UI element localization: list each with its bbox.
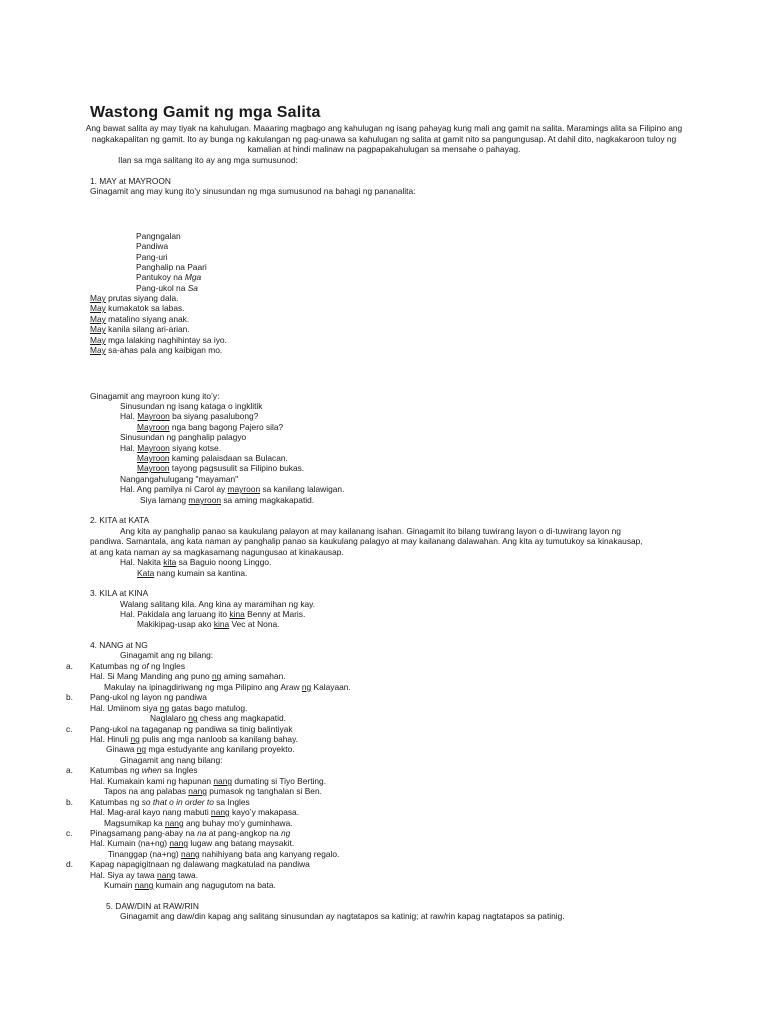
- line-text: sa Ingles: [161, 765, 198, 775]
- line-text: a.: [66, 765, 73, 775]
- italic-word: Sa: [187, 283, 198, 293]
- underlined-word: nang: [157, 870, 176, 880]
- line-text: prutas siyang dala.: [105, 293, 179, 303]
- text-line: [104, 880, 276, 890]
- line-text: Sinusundan ng panghalip palagyo: [120, 432, 247, 442]
- text-line: [90, 640, 148, 650]
- underlined-word: ng: [211, 671, 222, 681]
- underlined-word: Mayroon: [137, 453, 170, 463]
- line-text: kumain ang nagugutom na bata.: [153, 880, 276, 890]
- line-text: lugaw ang batang maysakit.: [188, 838, 295, 848]
- line-text: Naglalaro: [150, 713, 189, 723]
- line-text: Walang salitang kila. Ang kina ay maramihan ng kay.: [120, 599, 316, 609]
- underlined-word: May: [90, 335, 106, 345]
- text-line: [136, 283, 198, 293]
- line-text: c.: [66, 828, 73, 838]
- text-line: [90, 588, 148, 598]
- line-text: Kumain: [104, 880, 135, 890]
- text-line: [90, 335, 227, 345]
- line-text: Katumbas ng: [90, 765, 142, 775]
- line-text: Ginagamit ang mayroon kung ito’y:: [90, 391, 220, 401]
- underlined-word: nang: [211, 807, 230, 817]
- text-line: [90, 176, 171, 186]
- text-line: [90, 807, 299, 817]
- text-line: [90, 547, 344, 557]
- line-text: 3. KILA at KINA: [90, 588, 149, 598]
- line-text: pulis ang mga nanloob sa kanilang bahay.: [139, 734, 298, 744]
- underlined-word: ng: [130, 734, 140, 744]
- line-text: Pang-ukol na tagaganap ng pandiwa sa tinig balintiyak: [90, 724, 293, 734]
- line-text: Ginawa: [106, 744, 137, 754]
- text-line: [90, 186, 415, 196]
- text-line: [90, 391, 219, 401]
- line-text: chess ang magkapatid.: [197, 713, 286, 723]
- text-line: [104, 786, 322, 796]
- line-text: Hal.: [120, 411, 138, 421]
- underlined-word: May: [90, 293, 106, 303]
- line-text: Ilan sa mga salitang ito ay ang mga sumusunod:: [118, 155, 298, 165]
- text-line: [120, 650, 213, 660]
- line-text: dumating si Tiyo Berting.: [232, 776, 327, 786]
- text-line: [140, 495, 314, 505]
- text-line: [120, 401, 262, 411]
- line-text: at pang-angkop na: [206, 828, 281, 838]
- line-text: siyang kotse.: [169, 443, 222, 453]
- text-line: [104, 682, 351, 692]
- text-line: [90, 536, 643, 546]
- text-line: [120, 443, 221, 453]
- text-line: [90, 692, 207, 702]
- text-line: [66, 797, 73, 807]
- line-text: nga bang bagong Pajero sila?: [169, 422, 284, 432]
- underlined-word: Mayroon: [137, 411, 170, 421]
- line-text: Hal. Ang pamilya ni Carol ay: [120, 484, 228, 494]
- line-text: sa kanilang lalawigan.: [260, 484, 345, 494]
- line-text: tayong pagsusulit sa Filipino bukas.: [169, 463, 305, 473]
- text-line: [120, 911, 565, 921]
- line-text: kayo’y makapasa.: [229, 807, 300, 817]
- line-text: Tinanggap (na+ng): [108, 849, 182, 859]
- text-line: [90, 661, 185, 671]
- line-text: matalino siyang anak.: [105, 314, 190, 324]
- line-text: gatas bago matulog.: [169, 703, 248, 713]
- line-text: 4. NANG at NG: [90, 640, 148, 650]
- line-text: Pang-ukol ng layon ng pandiwa: [90, 692, 207, 702]
- line-text: aming samahan.: [221, 671, 286, 681]
- line-text: Pang-ukol na: [136, 283, 188, 293]
- line-text: Katumbas ng: [90, 661, 142, 671]
- text-line: [136, 272, 201, 282]
- text-line: [66, 692, 73, 702]
- line-text: Panghalip na Paari: [136, 262, 207, 272]
- text-line: [90, 515, 149, 525]
- line-text: Pangngalan: [136, 231, 181, 241]
- italic-word: Mga: [184, 272, 202, 282]
- text-line: [137, 619, 279, 629]
- line-text: Kalayaan.: [311, 682, 351, 692]
- underlined-word: May: [90, 345, 106, 355]
- text-line: [150, 713, 286, 723]
- text-line: [106, 744, 295, 754]
- italic-word: so that o in order to: [141, 797, 214, 807]
- underlined-word: mayroon: [188, 495, 222, 505]
- text-line: [137, 463, 304, 473]
- line-text: Ginagamit ang nang bilang:: [120, 755, 223, 765]
- line-text: Ginagamit ang ng bilang:: [120, 650, 214, 660]
- line-text: Ginagamit ang may kung ito’y sinusundan ng mga sumusunod na bahagi ng pananalita:: [90, 186, 416, 196]
- underlined-word: nang: [134, 880, 154, 890]
- underlined-word: Mayroon: [137, 422, 170, 432]
- line-text: Pang-uri: [136, 252, 168, 262]
- line-text: Hal. Hinuli: [90, 734, 131, 744]
- line-text: sa aming magkakapatid.: [221, 495, 315, 505]
- line-text: nahihiyang bata ang kanyang regalo.: [199, 849, 340, 859]
- underlined-word: nang: [188, 786, 207, 796]
- line-text: 5. DAW/DIN at RAW/RIN: [106, 901, 199, 911]
- text-line: [137, 422, 283, 432]
- line-text: Makikipag-usap ako: [137, 619, 214, 629]
- text-line: [120, 484, 344, 494]
- text-line: [136, 252, 168, 262]
- line-text: Hal. Kumakain kami ng hapunan: [90, 776, 214, 786]
- text-line: [120, 411, 258, 421]
- underlined-word: nang: [181, 849, 200, 859]
- line-text: Siya lamang: [140, 495, 189, 505]
- text-line: [90, 303, 185, 313]
- text-line: [90, 765, 198, 775]
- line-text: Hal.: [120, 443, 138, 453]
- text-line: [90, 870, 198, 880]
- line-text: Makulay na ipinagdiriwang ng mga Pilipino ang Araw: [104, 682, 302, 692]
- line-text: ng Ingles: [148, 661, 186, 671]
- text-line: [66, 724, 73, 734]
- text-line: [90, 345, 222, 355]
- line-text: Pandiwa: [136, 241, 169, 251]
- line-text: kanila silang ari-arian.: [105, 324, 190, 334]
- line-text: Tapos na ang palabas: [104, 786, 189, 796]
- line-text: sa Ingles: [213, 797, 250, 807]
- italic-word: ng: [280, 828, 291, 838]
- line-text: Hal. Mag-aral kayo nang mabuti: [90, 807, 212, 817]
- underlined-word: ng: [136, 744, 147, 754]
- text-line: [90, 797, 250, 807]
- text-line: [90, 324, 190, 334]
- line-text: Pantukoy na: [136, 272, 185, 282]
- text-line: [108, 849, 339, 859]
- underlined-word: ng: [159, 703, 170, 713]
- line-text: Hal. Umiinom siya: [90, 703, 160, 713]
- text-line: [66, 661, 73, 671]
- line-text: Ang kita ay panghalip panao sa kaukulang palayon at may kailanang isahan. Ginagamit ito bilang tuwirang layon o di-tuwirang layon ng: [120, 526, 621, 536]
- underlined-word: mayroon: [227, 484, 261, 494]
- line-text: Hal. Nakita: [120, 557, 164, 567]
- line-text: mga lalaking naghihintay sa iyo.: [105, 335, 227, 345]
- text-line: [137, 453, 288, 463]
- underlined-word: May: [90, 314, 106, 324]
- text-line: [66, 859, 73, 869]
- line-text: kaming palaisdaan sa Bulacan.: [169, 453, 288, 463]
- text-line: [90, 859, 310, 869]
- text-line: [90, 671, 286, 681]
- underlined-word: Kata: [137, 568, 155, 578]
- underlined-word: kita: [163, 557, 177, 567]
- line-text: ang buhay mo’y guminhawa.: [183, 818, 293, 828]
- line-text: nang kumain sa kantina.: [154, 568, 248, 578]
- text-line: [136, 262, 207, 272]
- line-text: Hal. Siya ay tawa: [90, 870, 158, 880]
- intro-paragraph: Ang bawat salita ay may tiyak na kahulugan. Maaaring magbago ang kahulugan ng isang pahayag kung mali ang gamit na salita. Maramings alita sa Filipino ang nagkakapalitan ng gamit. Ito ay bunga ng kakulangan ng pag-unawa sa kahulugan ng salita at gamit nito sa pangungusap. At dahil dito, nagkakaroon tuloy ng kamalian at hindi malinaw na pagpapakahulugan sa mensahe o pahayag.: [85, 123, 683, 155]
- line-text: kumakatok sa labas.: [105, 303, 185, 313]
- line-text: Hal. Si Mang Manding ang puno: [90, 671, 212, 681]
- underlined-word: Mayroon: [137, 443, 170, 453]
- text-line: [90, 776, 326, 786]
- line-text: sa Baguio noong Linggo.: [176, 557, 272, 567]
- text-line: [120, 609, 305, 619]
- line-text: c.: [66, 724, 73, 734]
- line-text: Nangangahulugang "mayaman": [120, 474, 239, 484]
- text-line: [136, 241, 168, 251]
- line-text: sa-ahas pala ang kaibigan mo.: [105, 345, 223, 355]
- text-line: [118, 155, 298, 165]
- line-text: Magsumikap ka: [104, 818, 165, 828]
- italic-word: of: [141, 661, 149, 671]
- line-text: at ang kata naman ay sa magkasamang nagungusao at kinakausap.: [90, 547, 344, 557]
- page-title: Wastong Gamit ng mga Salita: [90, 104, 321, 121]
- text-line: [120, 755, 222, 765]
- underlined-word: May: [90, 324, 106, 334]
- text-line: [136, 231, 181, 241]
- line-text: Hal. Pakidala ang laruang ito: [120, 609, 230, 619]
- text-line: [66, 765, 73, 775]
- italic-word: na: [197, 828, 207, 838]
- underlined-word: nang: [164, 818, 184, 828]
- underlined-word: kina: [229, 609, 245, 619]
- line-text: mga estudyante ang kanilang proyekto.: [146, 744, 295, 754]
- line-text: Katumbas ng: [90, 797, 142, 807]
- text-line: [90, 828, 290, 838]
- text-line: [137, 568, 247, 578]
- line-text: Pinagsamang pang-abay na: [90, 828, 198, 838]
- text-line: [90, 724, 293, 734]
- text-line: [90, 734, 298, 744]
- underlined-word: ng: [301, 682, 312, 692]
- text-line: [120, 526, 621, 536]
- line-text: ba siyang pasalubong?: [169, 411, 259, 421]
- text-line: [90, 314, 189, 324]
- line-text: pumasok ng tanghalan si Ben.: [206, 786, 322, 796]
- underlined-word: nang: [169, 838, 189, 848]
- line-text: d.: [66, 859, 73, 869]
- text-line: [120, 432, 246, 442]
- underlined-word: ng: [188, 713, 198, 723]
- line-text: b.: [66, 797, 73, 807]
- line-text: a.: [66, 661, 73, 671]
- line-text: Hal. Kumain (na+ng): [90, 838, 170, 848]
- underlined-word: nang: [213, 776, 233, 786]
- line-text: Kapag napagigitnaan ng dalawang magkatulad na pandiwa: [90, 859, 310, 869]
- italic-word: when: [141, 765, 162, 775]
- line-text: Sinusundan ng isang kataga o ingklitik: [120, 401, 263, 411]
- line-text: b.: [66, 692, 73, 702]
- text-line: [90, 703, 247, 713]
- text-line: [106, 901, 199, 911]
- line-text: 1. MAY at MAYROON: [90, 176, 171, 186]
- underlined-word: May: [90, 303, 106, 313]
- text-line: [120, 557, 271, 567]
- line-text: 2. KITA at KATA: [90, 515, 150, 525]
- line-text: Vec at Nona.: [229, 619, 280, 629]
- line-text: Benny at Maris.: [244, 609, 306, 619]
- text-line: [120, 474, 238, 484]
- text-line: [90, 838, 294, 848]
- text-line: [120, 599, 315, 609]
- text-line: [104, 818, 293, 828]
- line-text: Ginagamit ang daw/din kapag ang salitang sinusundan ay nagtatapos sa katinig; at raw/rin kapag nagtatapos sa patinig.: [120, 911, 565, 921]
- line-text: pandiwa. Samantala, ang kata naman ay panghalip panao sa kaukulang palagyo at may kailanang dalawahan. Ang kita ay tumutukoy sa kinakausap,: [90, 536, 643, 546]
- underlined-word: kina: [213, 619, 230, 629]
- text-line: [66, 828, 73, 838]
- text-line: [90, 293, 178, 303]
- line-text: tawa.: [175, 870, 199, 880]
- underlined-word: Mayroon: [137, 463, 170, 473]
